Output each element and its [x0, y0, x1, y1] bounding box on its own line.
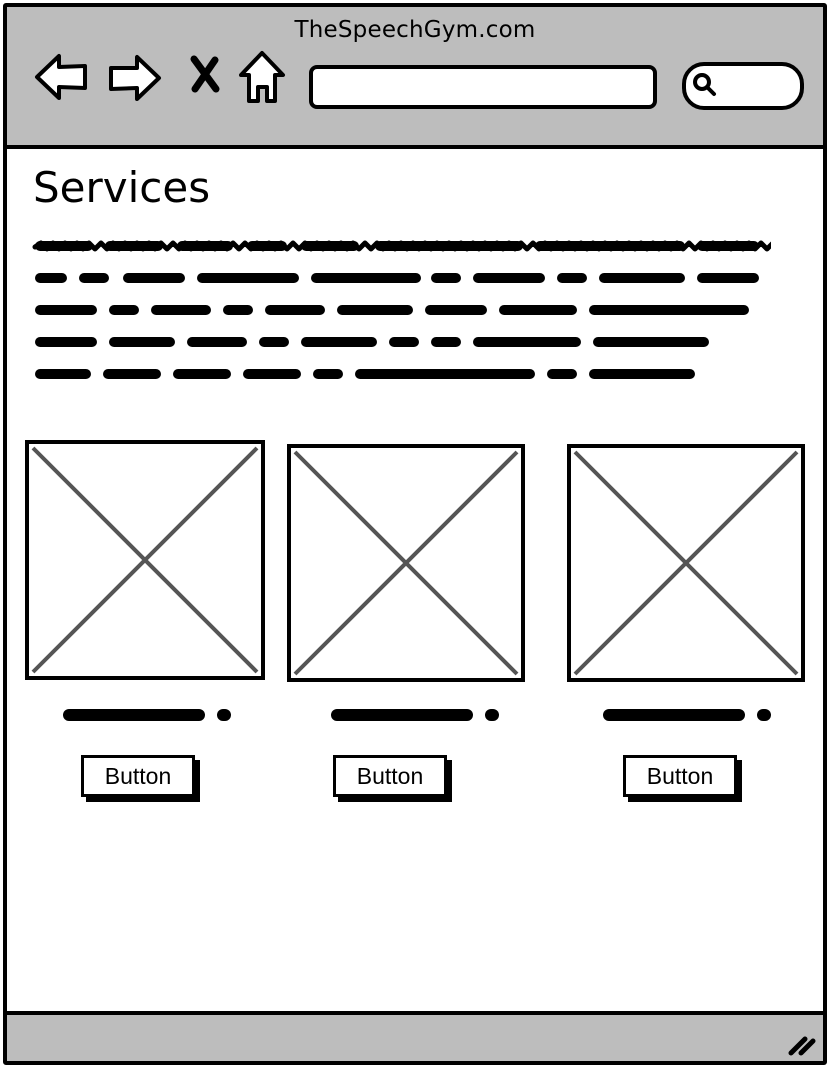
- image-placeholder: [25, 440, 265, 680]
- caption-placeholder: [59, 703, 235, 727]
- card-button[interactable]: Button: [623, 755, 737, 797]
- resize-grip-icon[interactable]: [787, 1031, 817, 1061]
- site-title: TheSpeechGym.com: [294, 17, 536, 43]
- forward-arrow-icon[interactable]: [107, 52, 163, 104]
- back-arrow-icon[interactable]: [33, 51, 89, 103]
- caption-placeholder: [599, 703, 775, 727]
- image-placeholder: [287, 444, 525, 682]
- browser-toolbar: [7, 7, 823, 149]
- home-icon[interactable]: [237, 49, 287, 105]
- paragraph-placeholder: [31, 235, 771, 395]
- address-bar[interactable]: [309, 65, 657, 109]
- card-button[interactable]: Button: [81, 755, 195, 797]
- search-box[interactable]: [682, 62, 804, 110]
- card-button[interactable]: Button: [333, 755, 447, 797]
- close-icon[interactable]: [189, 55, 221, 93]
- search-icon[interactable]: [691, 71, 717, 101]
- caption-placeholder: [327, 703, 503, 727]
- page-title: Services: [33, 163, 211, 212]
- page-content: [7, 149, 823, 1012]
- image-placeholder: [567, 444, 805, 682]
- browser-window: [3, 3, 827, 1065]
- browser-statusbar: [7, 1011, 823, 1065]
